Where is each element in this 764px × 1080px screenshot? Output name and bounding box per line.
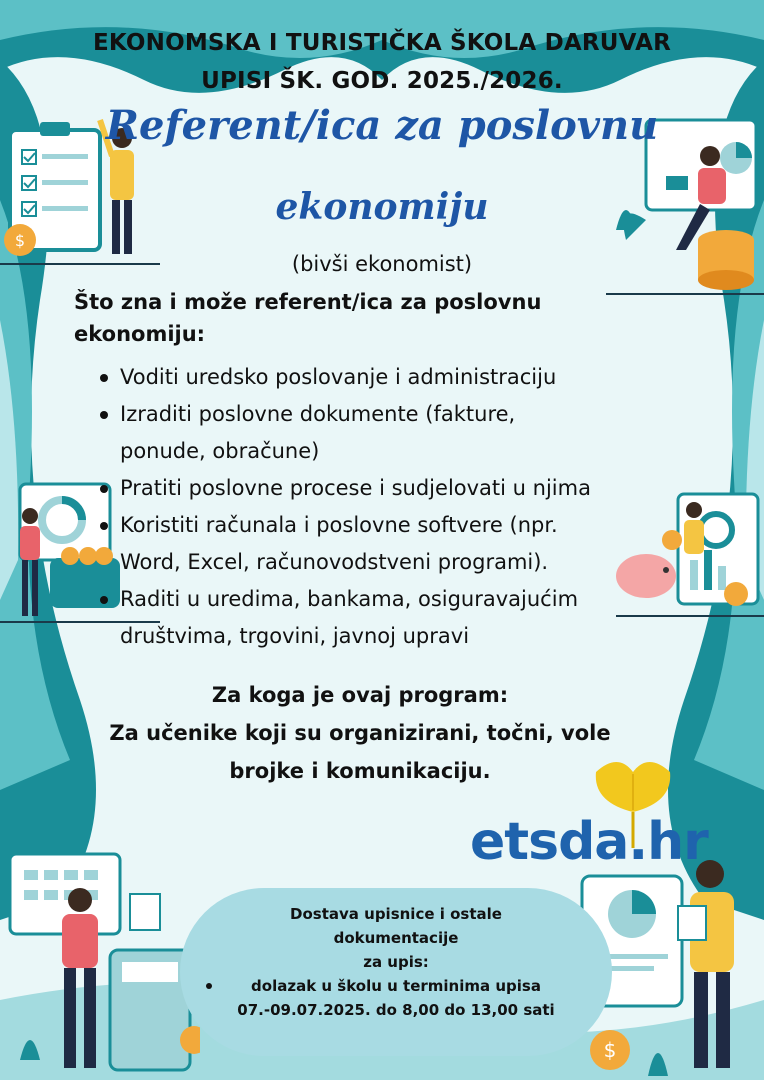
skills-heading-line1: Što zna i može referent/ica za poslovnu <box>74 290 542 314</box>
list-item <box>100 359 690 396</box>
list-item <box>100 581 690 655</box>
skills-heading <box>74 286 634 350</box>
program-title-line2: ekonomiju <box>275 186 489 228</box>
delivery-line3: za upis: <box>363 953 429 971</box>
list-item-text: Word, Excel, računovodstveni programi). <box>120 550 549 574</box>
delivery-dates: 07.-09.07.2025. do 8,00 do 13,00 sati <box>237 1001 555 1019</box>
website-logo[interactable]: etsda.hr <box>470 812 708 872</box>
delivery-line1: Dostava upisnice i ostale <box>290 905 502 923</box>
target-line2: brojke i komunikaciju. <box>229 759 491 783</box>
school-name: EKONOMSKA I TURISTIČKA ŠKOLA DARUVAR <box>92 30 672 56</box>
list-item <box>100 470 690 507</box>
calculator-woman-illustration <box>0 840 200 1080</box>
program-title-line1: Referent/ica za poslovnu <box>105 102 659 149</box>
target-heading: Za koga je ovaj program: <box>211 683 509 707</box>
svg-text:$: $ <box>603 1038 617 1062</box>
target-line1: Za učenike koji su organizirani, točni, vole <box>109 721 611 745</box>
list-item-text: Raditi u uredima, bankama, osiguravajućim <box>120 587 579 611</box>
list-item-text: Koristiti računala i poslovne softvere (npr. <box>120 513 558 537</box>
skills-list <box>100 359 690 655</box>
list-item <box>100 396 690 470</box>
program-subtitle: (bivši ekonomist) <box>291 252 473 276</box>
list-item <box>100 507 690 581</box>
delivery-info-box <box>180 888 612 1056</box>
list-item-text: društvima, trgovini, javnoj upravi <box>120 624 470 648</box>
list-item-text: Pratiti poslovne procese i sudjelovati u njima <box>120 476 591 500</box>
delivery-bullet: dolazak u školu u terminima upisa <box>180 974 612 998</box>
delivery-line2: dokumentacije <box>333 929 459 947</box>
skills-heading-line2: ekonomiju: <box>74 322 206 346</box>
list-item-text: Voditi uredsko poslovanje i administraciju <box>120 365 557 389</box>
list-item-text: ponude, obračune) <box>120 439 320 463</box>
enrollment-year: UPISI ŠK. GOD. 2025./2026. <box>201 68 563 94</box>
list-item-text: Izraditi poslovne dokumente (fakture, <box>120 402 516 426</box>
svg-text:$: $ <box>14 231 26 250</box>
